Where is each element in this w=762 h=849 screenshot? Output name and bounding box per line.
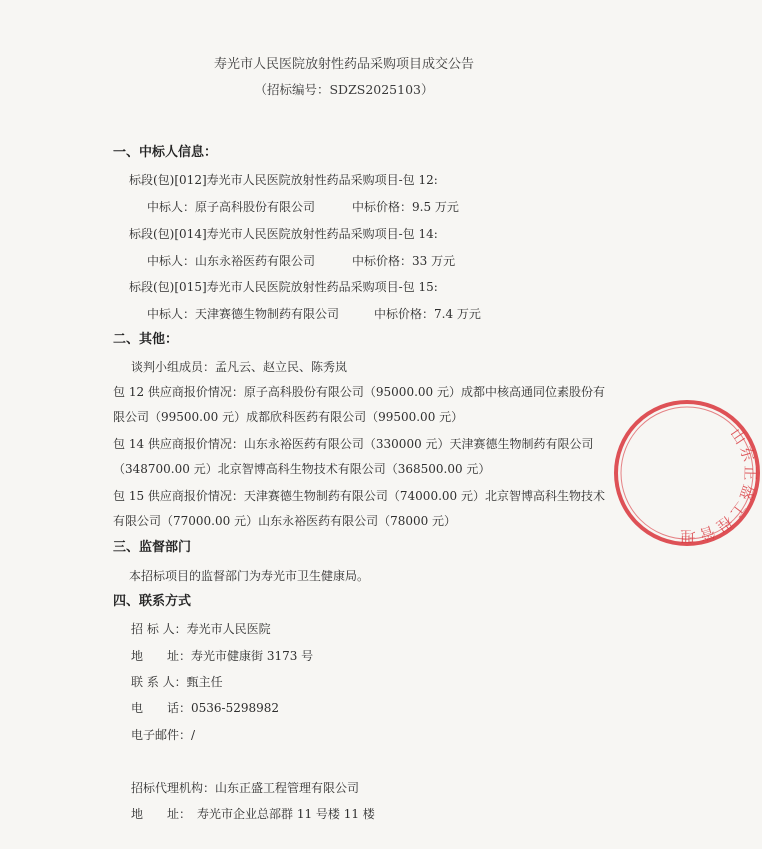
agency: 招标代理机构：山东正盛工程管理有限公司: [131, 781, 360, 795]
lot-15-price: 中标价格：7.4 万元: [374, 307, 481, 321]
seal-inner-ring: [621, 407, 753, 539]
lot-14-bids-line2: （348700.00 元）北京智博高科生物技术有限公司（368500.00 元）: [113, 462, 491, 476]
contact-person: 联 系 人：甄主任: [131, 675, 223, 689]
lot-12-label: 标段(包)[012]寿光市人民医院放射性药品采购项目-包 12:: [129, 173, 438, 187]
lot-14-bids-line1: 包 14 供应商报价情况：山东永裕医药有限公司（330000 元）天津赛德生物制药有限公司: [113, 437, 594, 451]
company-seal-stamp: [612, 398, 762, 548]
agency-address: 地 址： 寿光市企业总部群 11 号楼 11 楼: [131, 807, 375, 821]
section-other-heading: 二、其他：: [113, 332, 179, 347]
section-supervision-heading: 三、监督部门: [113, 540, 192, 555]
lot-15-bids-line1: 包 15 供应商报价情况：天津赛德生物制药有限公司（74000.00 元）北京智博高科生物技术: [113, 489, 605, 503]
tender-number: （招标编号：SDZS2025103）: [254, 82, 434, 97]
lot-12-bids-line2: 限公司（99500.00 元）成都欣科医药有限公司（99500.00 元）: [113, 410, 464, 424]
document-title: 寿光市人民医院放射性药品采购项目成交公告: [213, 57, 474, 72]
section-contact-heading: 四、联系方式: [113, 594, 192, 609]
lot-12-price: 中标价格：9.5 万元: [352, 200, 459, 214]
lot-12-bids-line1: 包 12 供应商报价情况：原子高科股份有限公司（95000.00 元）成都中核高通同位素股份有: [113, 385, 605, 399]
section-winner-heading: 一、中标人信息：: [113, 145, 218, 160]
tenderer: 招 标 人：寿光市人民医院: [131, 622, 271, 636]
seal-text: 山东正盛工程管理: [677, 425, 760, 546]
lot-15-winner: 中标人：天津赛德生物制药有限公司: [147, 307, 340, 321]
lot-14-winner: 中标人：山东永裕医药有限公司: [147, 254, 316, 268]
lot-14-price: 中标价格：33 万元: [352, 254, 456, 268]
email: 电子邮件：/: [131, 728, 196, 742]
supervision-text: 本招标项目的监督部门为寿光市卫生健康局。: [129, 569, 370, 583]
lot-15-bids-line2: 有限公司（77000.00 元）山东永裕医药有限公司（78000 元）: [113, 514, 457, 528]
phone: 电 话：0536-5298982: [131, 701, 280, 715]
negotiation-team: 谈判小组成员：孟凡云、赵立民、陈秀岚: [131, 360, 348, 374]
lot-15-label: 标段(包)[015]寿光市人民医院放射性药品采购项目-包 15:: [129, 280, 438, 294]
lot-14-label: 标段(包)[014]寿光市人民医院放射性药品采购项目-包 14:: [129, 227, 438, 241]
seal-outer-ring: [616, 402, 758, 544]
tenderer-address: 地 址：寿光市健康街 3173 号: [131, 649, 314, 663]
lot-12-winner: 中标人：原子高科股份有限公司: [147, 200, 316, 214]
